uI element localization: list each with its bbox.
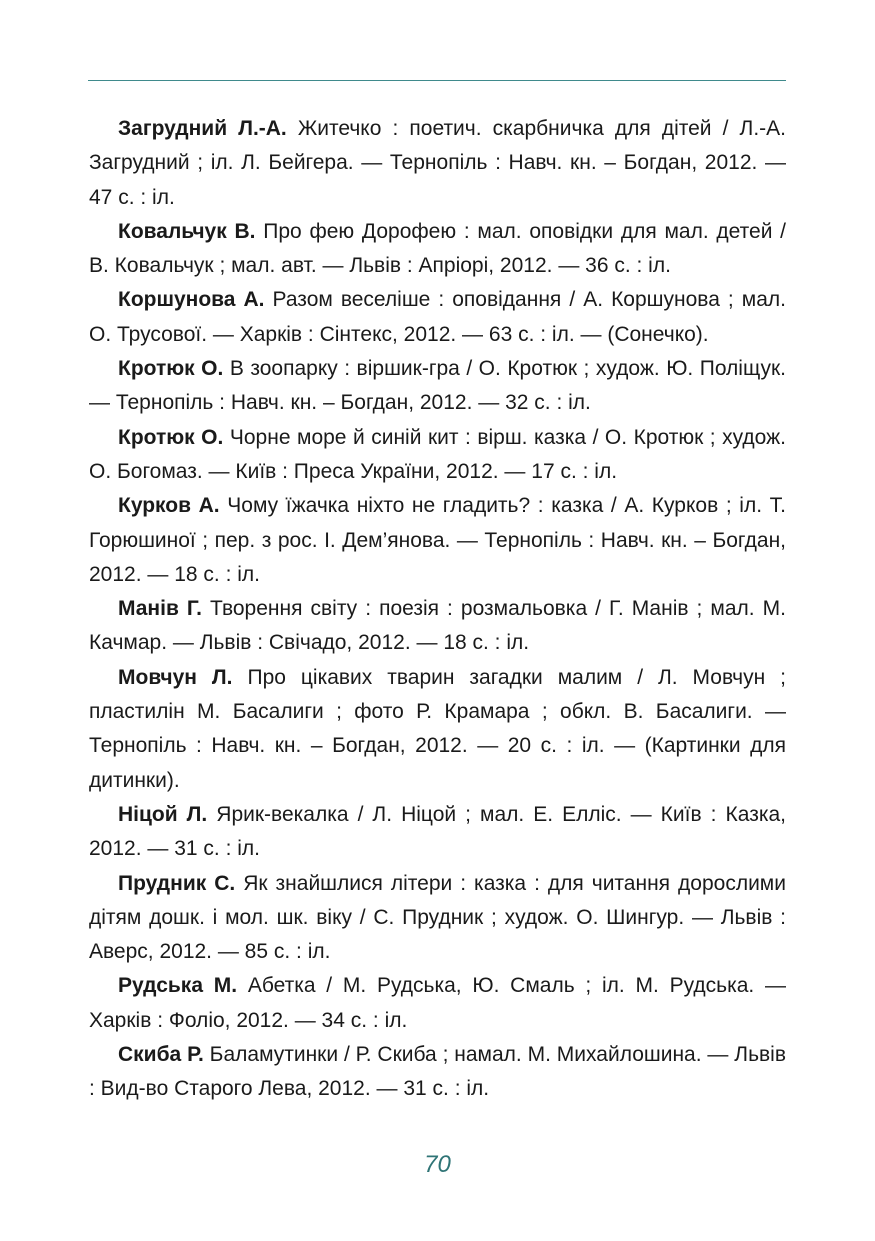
entry-text: Про цікавих тварин загадки малим / Л. Мовчун ; пластилін М. Басалиги ; фото Р. Крамара ; обкл. В. Басалиги. — Тернопіль : Навч. кн. – Богдан, 2012. — 20 с. : іл. — (Картинки для дитинки). xyxy=(89,665,786,792)
entry-author: Коршунова А. xyxy=(118,288,265,312)
header-rule xyxy=(88,80,786,81)
entry-author: Кротюк О. xyxy=(118,357,224,381)
entry-text: Разом веселіше : оповідання / А. Коршунова ; мал. О. Трусової. — Харків : Сінтекс, 2012. — 63 с. : іл. — (Сонечко). xyxy=(89,288,786,346)
entry-text: Чорне море й синій кит : вірш. казка / О. Кротюк ; худож. О. Богомаз. — Київ : Преса України, 2012. — 17 с. : іл. xyxy=(89,425,786,483)
entry-text: В зоопарку : віршик-гра / О. Кротюк ; худож. Ю. Поліщук. — Тернопіль : Навч. кн. – Богдан, 2012. — 32 с. : іл. xyxy=(89,357,786,415)
bibliography-entry xyxy=(89,798,786,867)
bibliography-entry xyxy=(89,661,786,798)
entry-text: Баламутинки / Р. Скиба ; намал. М. Михайлошина. — Львів : Вид-во Старого Лева, 2012. — 31 с. : іл. xyxy=(89,1043,786,1101)
entry-author: Прудник С. xyxy=(118,871,236,895)
bibliography-entry xyxy=(89,969,786,1038)
bibliography-entry xyxy=(89,592,786,661)
bibliography-entry xyxy=(89,283,786,352)
bibliography-entry xyxy=(89,215,786,284)
entry-author: Курков А. xyxy=(118,494,220,518)
entry-author: Скиба Р. xyxy=(118,1043,204,1067)
entry-text: Абетка / М. Рудська, Ю. Смаль ; іл. М. Рудська. — Харків : Фоліо, 2012. — 34 с. : іл. xyxy=(89,974,786,1032)
bibliography-entry xyxy=(89,112,786,215)
entry-text: Житечко : поетич. скарбничка для дітей / Л.-А. Загрудний ; іл. Л. Бейгера. — Тернопіль : Навч. кн. – Богдан, 2012. — 47 с. : іл. xyxy=(89,117,786,209)
entry-author: Рудська М. xyxy=(118,974,238,998)
entry-text: Про фею Дорофею : мал. оповідки для мал. детей / В. Ковальчук ; мал. авт. — Львів : Апріорі, 2012. — 36 с. : іл. xyxy=(89,219,786,278)
bibliography-entry xyxy=(89,489,786,592)
entry-author: Манів Г. xyxy=(118,597,203,621)
bibliography-entry xyxy=(89,352,786,421)
page-number: 70 xyxy=(424,1151,451,1178)
entry-text: Чому їжачка ніхто не гладить? : казка / А. Курков ; іл. Т. Горюшиної ; пер. з рос. І. Дем’янова. — Тернопіль : Навч. кн. – Богдан, 2012. — 18 с. : іл. xyxy=(89,494,786,586)
entry-text: Ярик-векалка / Л. Ніцой ; мал. Е. Елліс. — Київ : Казка, 2012. — 31 с. : іл. xyxy=(89,802,786,861)
entry-text: Як знайшлися літери : казка : для читання дорослими дітям дошк. і мол. шк. віку / С. Прудник ; худож. О. Шингур. — Львів : Аверс, 2012. — 85 с. : іл. xyxy=(89,871,786,964)
entry-text: Творення світу : поезія : розмальовка / Г. Манів ; мал. М. Качмар. — Львів : Свічадо, 2012. — 18 с. : іл. xyxy=(89,597,786,655)
bibliography-entry xyxy=(89,867,786,970)
entry-author: Мовчун Л. xyxy=(118,665,233,689)
entry-author: Загрудний Л.-А. xyxy=(118,117,287,140)
entry-author: Ковальчук В. xyxy=(118,219,256,243)
bibliography-entry xyxy=(89,421,786,490)
bibliography-entry xyxy=(89,1038,786,1107)
bibliography-list xyxy=(89,112,786,1107)
entry-author: Кротюк О. xyxy=(118,425,224,449)
entry-author: Ніцой Л. xyxy=(118,802,208,826)
